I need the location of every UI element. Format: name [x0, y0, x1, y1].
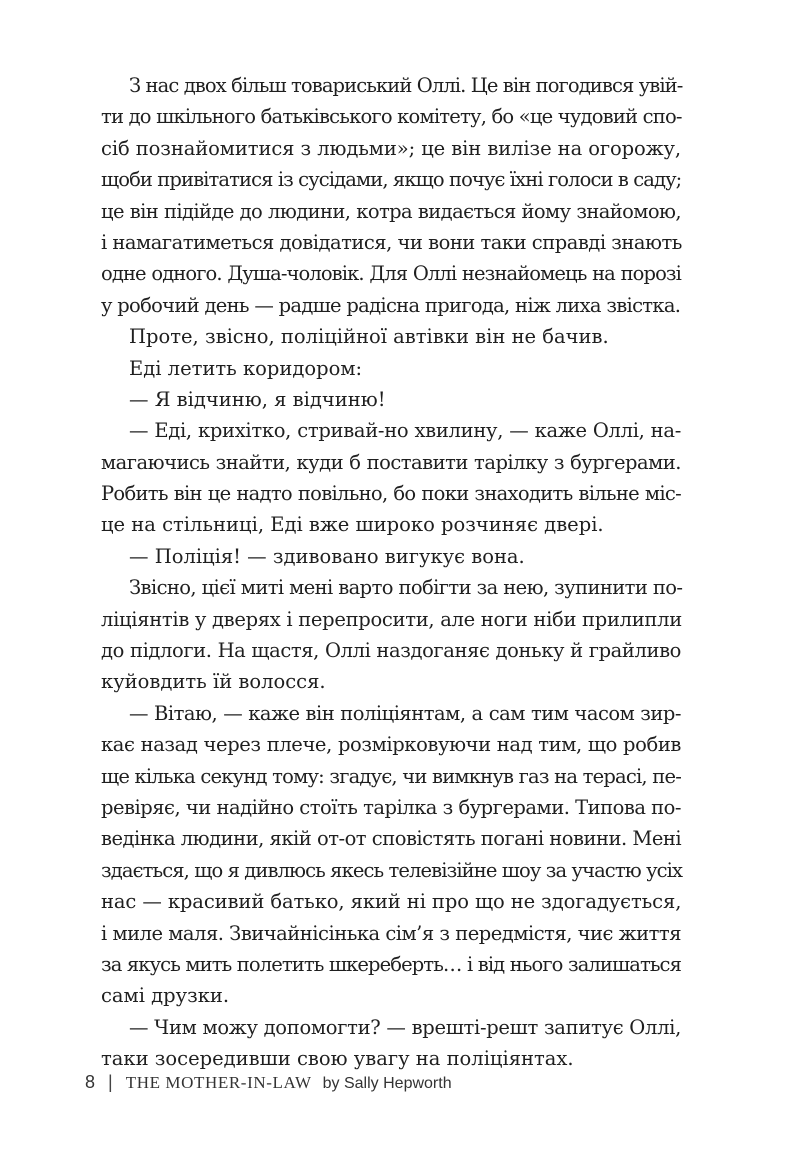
text-line: Проте, звісно, поліційної автівки він не бачив. [129, 325, 609, 349]
text-line: у робочий день — радше радісна пригода, ніж лиха звістка. [101, 293, 681, 317]
text-line: таки зосередивши свою увагу на поліціянтах. [101, 1047, 574, 1071]
text-line: самі друзки. [101, 984, 230, 1008]
text-line: ліціянтів у дверях і перепросити, але ноги ніби прилипли [101, 607, 682, 631]
text-line: — Поліція! — здивовано вигукує вона. [129, 544, 525, 568]
text-line: ти до шкільного батьківського комітету, бо «це чудовий спо- [101, 105, 682, 129]
text-line: це він підійде до людини, котра видається йому знайомою, [101, 199, 681, 223]
text-line: куйовдить їй волосся. [101, 670, 326, 694]
text-line: одне одного. Душа-чоловік. Для Оллі незнайомець на порозі [101, 262, 681, 286]
text-line: ще кілька секунд тому: згадує, чи вимкнув газ на терасі, пе- [101, 764, 681, 788]
text-line: ревіряє, чи надійно стоїть тарілка з бургерами. Типова по- [101, 795, 681, 819]
text-line: до підлоги. На щастя, Оллі наздоганяє доньку й грайливо [101, 639, 681, 663]
text-line: — Чим можу допомогти? — врешті-решт запитує Оллі, [129, 1015, 681, 1039]
text-line: це на стільниці, Еді вже широко розчиняє двері. [101, 513, 604, 537]
body-text [101, 70, 681, 1075]
text-line: Еді летить коридором: [129, 356, 363, 380]
text-line: Звісно, цієї миті мені варто побігти за нею, зупинити по- [129, 576, 683, 600]
footer-separator: | [108, 1072, 113, 1092]
text-line: магаючись знайти, куди б поставити тарілку з бургерами. [101, 450, 681, 474]
text-line: за якусь мить полетить шкереберть… і від нього залишаться [101, 952, 681, 976]
text-line: нас — красивий батько, який ні про що не здогадується, [101, 890, 682, 914]
text-line: — Я відчиню, я відчиню! [129, 387, 386, 411]
page-number: 8 [85, 1072, 96, 1092]
page-footer [85, 1072, 452, 1093]
text-line: сіб познайомитися з людьми»; це він вилізе на огорожу, [101, 136, 681, 160]
text-line: і миле маля. Звичайнісінька сім’я з передмістя, чиє життя [101, 921, 681, 945]
running-author: by Sally Hepworth [322, 1075, 452, 1092]
text-line: щоби привітатися із сусідами, якщо почує їхні голоси в саду; [101, 168, 682, 192]
text-line: — Вітаю, — каже він поліціянтам, а сам тим часом зир- [129, 701, 681, 725]
text-line: Робить він це надто повільно, бо поки знаходить вільне міс- [101, 482, 681, 506]
text-line: і намагатиметься довідатися, чи вони таки справді знають [101, 230, 682, 254]
text-line: ведінка людини, якій от-от сповістять погані новини. Мені [101, 827, 682, 851]
text-line: здається, що я дивлюсь якесь телевізійне шоу за участю усіх [101, 858, 683, 882]
running-title: THE MOTHER-IN-LAW [125, 1073, 312, 1092]
text-line: кає назад через плече, розмірковуючи над тим, що робив [101, 733, 681, 757]
text-line: З нас двох більш товариський Оллі. Це він погодився увій- [129, 74, 683, 97]
text-line: — Еді, крихітко, стривай-но хвилину, — каже Оллі, на- [129, 419, 681, 443]
